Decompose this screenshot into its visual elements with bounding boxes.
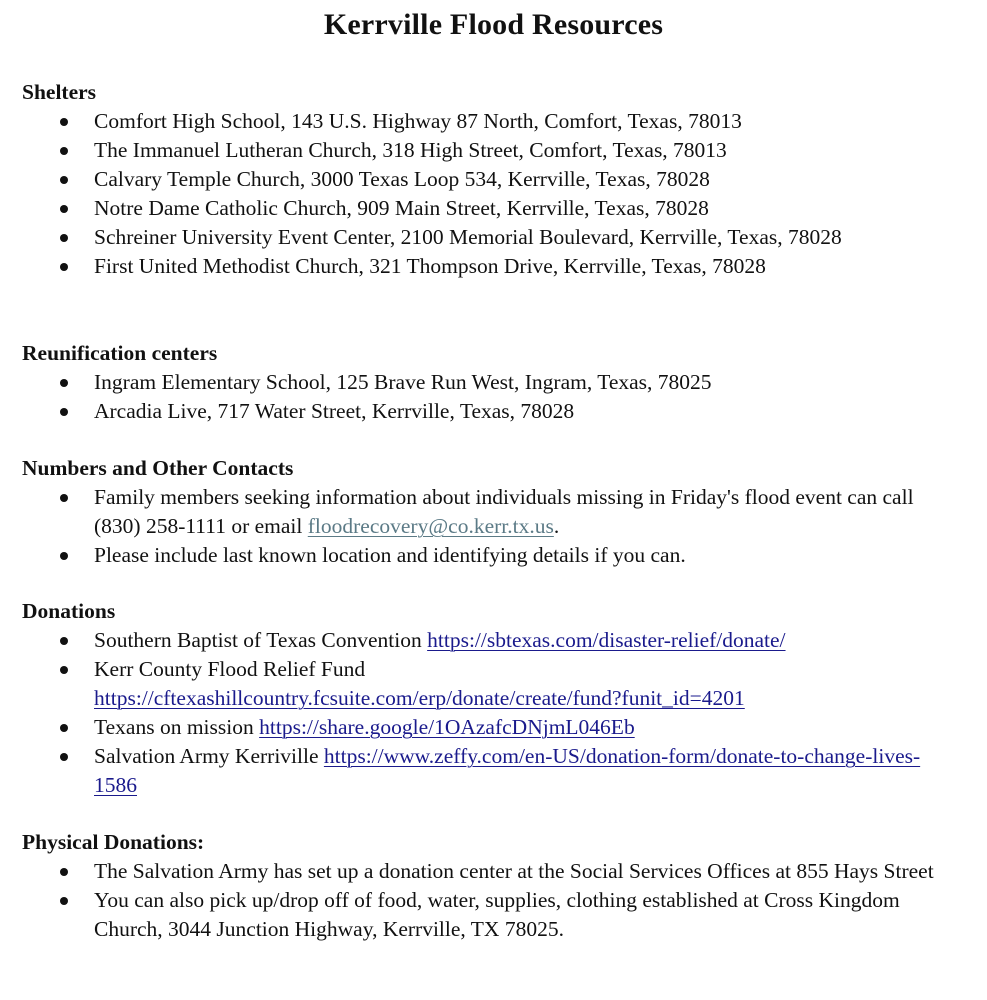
list-item [22, 742, 954, 800]
physical-donation-text: You can also pick up/drop off of food, water, supplies, clothing established at Cross Kingdom Church, 3044 Junction Highway, Kerrville, TX 78025. [94, 888, 900, 941]
reunification-text: Arcadia Live, 717 Water Street, Kerrville, Texas, 78028 [94, 399, 575, 423]
list-item [22, 483, 954, 541]
list-item [22, 655, 954, 713]
list-item [22, 252, 954, 281]
bullet-icon [60, 494, 68, 502]
list-item [22, 368, 954, 397]
donations-heading: Donations [22, 599, 116, 623]
shelter-text: The Immanuel Lutheran Church, 318 High Street, Comfort, Texas, 78013 [94, 138, 727, 162]
reunification-text: Ingram Elementary School, 125 Brave Run West, Ingram, Texas, 78025 [94, 370, 712, 394]
bullet-icon [60, 379, 68, 387]
bullet-icon [60, 897, 68, 905]
list-item [22, 107, 954, 136]
donation-label: Salvation Army Kerriville [94, 744, 324, 768]
shelters-section [22, 78, 972, 281]
salvation-army-link[interactable]: https://www.zeffy.com/en-US/donation-form/donate-to-change-lives-1586 [94, 744, 921, 797]
donation-label: Southern Baptist of Texas Convention [94, 628, 428, 652]
bullet-icon [60, 205, 68, 213]
email-link[interactable]: floodrecovery@co.kerr.tx.us [307, 514, 554, 538]
list-item [22, 223, 954, 252]
shelter-text: Schreiner University Event Center, 2100 Memorial Boulevard, Kerrville, Texas, 78028 [94, 225, 842, 249]
bullet-icon [60, 118, 68, 126]
sbtexas-donate-link[interactable]: https://sbtexas.com/disaster-relief/donate/ [427, 628, 786, 652]
kerr-county-fund-link[interactable]: https://cftexashillcountry.fcsuite.com/erp/donate/create/fund?funit_id=4201 [94, 686, 745, 710]
list-item [22, 541, 954, 570]
bullet-icon [60, 263, 68, 271]
document-title: Kerrville Flood Resources [323, 8, 664, 41]
contact-text-end: . [553, 514, 560, 538]
shelters-list [22, 107, 972, 281]
bullet-icon [60, 408, 68, 416]
texans-on-mission-link[interactable]: https://share.google/1OAzafcDNjmL046Eb [259, 715, 635, 739]
bullet-icon [60, 637, 68, 645]
contact-text: Family members seeking information about individuals missing in Friday's flood event can call (830) 258-1111 or email [94, 485, 914, 538]
list-item [22, 194, 954, 223]
donation-label: Texans on mission [94, 715, 260, 739]
list-item [22, 713, 954, 742]
bullet-icon [60, 868, 68, 876]
bullet-icon [60, 753, 68, 761]
bullet-icon [60, 176, 68, 184]
contacts-section [22, 454, 972, 570]
contact-text: Please include last known location and identifying details if you can. [94, 543, 686, 567]
contacts-list [22, 483, 972, 570]
reunification-heading: Reunification centers [22, 341, 218, 365]
list-item [22, 626, 954, 655]
shelters-heading: Shelters [22, 80, 97, 104]
bullet-icon [60, 724, 68, 732]
donation-label: Kerr County Flood Relief Fund [94, 657, 366, 681]
physical-donations-section [22, 828, 972, 944]
list-item [22, 136, 954, 165]
bullet-icon [60, 147, 68, 155]
list-item [22, 857, 954, 886]
contacts-heading: Numbers and Other Contacts [22, 456, 294, 480]
reunification-list [22, 368, 972, 426]
physical-donation-text: The Salvation Army has set up a donation center at the Social Services Offices at 855 Hays Street [94, 859, 934, 883]
physical-donations-heading: Physical Donations: [22, 830, 205, 854]
list-item [22, 165, 954, 194]
bullet-icon [60, 234, 68, 242]
shelter-text: First United Methodist Church, 321 Thompson Drive, Kerrville, Texas, 78028 [94, 254, 766, 278]
shelter-text: Notre Dame Catholic Church, 909 Main Street, Kerrville, Texas, 78028 [94, 196, 709, 220]
list-item [22, 886, 954, 944]
shelter-text: Calvary Temple Church, 3000 Texas Loop 534, Kerrville, Texas, 78028 [94, 167, 710, 191]
bullet-icon [60, 552, 68, 560]
shelter-text: Comfort High School, 143 U.S. Highway 87 North, Comfort, Texas, 78013 [94, 109, 742, 133]
donations-section [22, 597, 972, 800]
bullet-icon [60, 666, 68, 674]
reunification-section [22, 339, 972, 426]
physical-donations-list [22, 857, 972, 944]
donations-list [22, 626, 972, 800]
list-item [22, 397, 954, 426]
